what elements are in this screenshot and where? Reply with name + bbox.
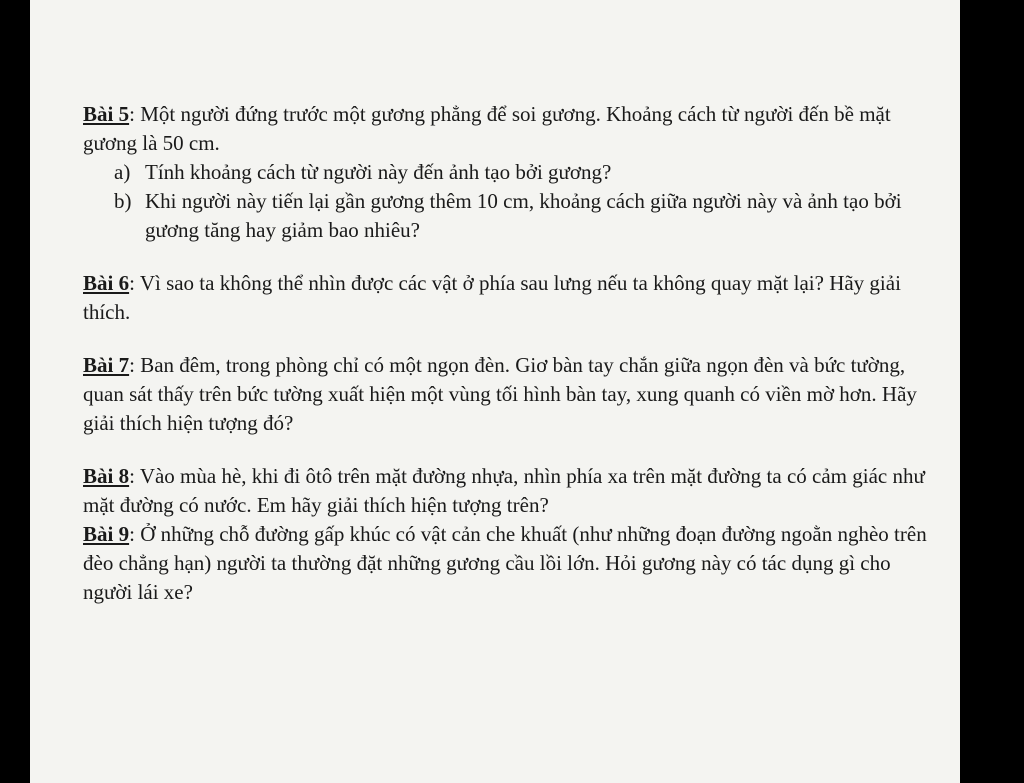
problem-5: Bài 5: Một người đứng trước một gương phẳng để soi gương. Khoảng cách từ người đến bề mặt gương là 50 cm. <box>83 102 891 155</box>
problem-text: Ban đêm, trong phòng chỉ có một ngọn đèn. Giơ bàn tay chắn giữa ngọn đèn và bức tường, quan sát thấy trên bức tường xuất hiện một vùng tối hình bàn tay, xung quanh có viền mờ hơn. Hãy giải thích hiện tượng đó? <box>83 353 917 435</box>
problem-label: Bài 5 <box>83 102 130 126</box>
problem-text: Một người đứng trước một gương phẳng để soi gương. Khoảng cách từ người đến bề mặt gương là 50 cm. <box>83 102 891 155</box>
problem-text: Vì sao ta không thể nhìn được các vật ở phía sau lưng nếu ta không quay mặt lại? Hãy giải thích. <box>83 271 901 324</box>
document-page <box>30 0 960 783</box>
sub-question-marker: a) <box>114 160 131 184</box>
paragraph-gap <box>83 327 943 351</box>
paragraph-gap <box>83 438 943 462</box>
problem-label: Bài 8 <box>83 464 130 488</box>
problem-label: Bài 6 <box>83 271 130 295</box>
paragraph-gap <box>83 245 943 269</box>
document-content <box>83 100 943 607</box>
sub-question-list <box>83 158 943 245</box>
problem-label: Bài 7 <box>83 353 130 377</box>
problem-6: Bài 6: Vì sao ta không thể nhìn được các vật ở phía sau lưng nếu ta không quay mặt lại? Hãy giải thích. <box>83 271 901 324</box>
problem-label: Bài 9 <box>83 522 130 546</box>
sub-question-marker: b) <box>114 189 132 213</box>
problem-8: Bài 8: Vào mùa hè, khi đi ôtô trên mặt đường nhựa, nhìn phía xa trên mặt đường ta có cảm giác như mặt đường có nước. Em hãy giải thích hiện tượng trên? <box>83 464 925 517</box>
sub-question-text: Tính khoảng cách từ người này đến ảnh tạo bởi gương? <box>145 160 612 184</box>
problem-text: Ở những chỗ đường gấp khúc có vật cản che khuất (như những đoạn đường ngoằn nghèo trên đèo chẳng hạn) người ta thường đặt những gương cầu lồi lớn. Hỏi gương này có tác dụng gì cho người lái xe? <box>83 522 927 604</box>
problem-text: Vào mùa hè, khi đi ôtô trên mặt đường nhựa, nhìn phía xa trên mặt đường ta có cảm giác như mặt đường có nước. Em hãy giải thích hiện tượng trên? <box>83 464 925 517</box>
problem-7: Bài 7: Ban đêm, trong phòng chỉ có một ngọn đèn. Giơ bàn tay chắn giữa ngọn đèn và bức tường, quan sát thấy trên bức tường xuất hiện một vùng tối hình bàn tay, xung quanh có viền mờ hơn. Hãy giải thích hiện tượng đó? <box>83 353 917 435</box>
sub-question-text: Khi người này tiến lại gần gương thêm 10 cm, khoảng cách giữa người này và ảnh tạo bởi gương tăng hay giảm bao nhiêu? <box>145 189 902 242</box>
sub-question-a <box>83 158 943 187</box>
sub-question-b <box>83 187 943 245</box>
problem-9: Bài 9: Ở những chỗ đường gấp khúc có vật cản che khuất (như những đoạn đường ngoằn nghèo trên đèo chẳng hạn) người ta thường đặt những gương cầu lồi lớn. Hỏi gương này có tác dụng gì cho người lái xe? <box>83 522 927 604</box>
